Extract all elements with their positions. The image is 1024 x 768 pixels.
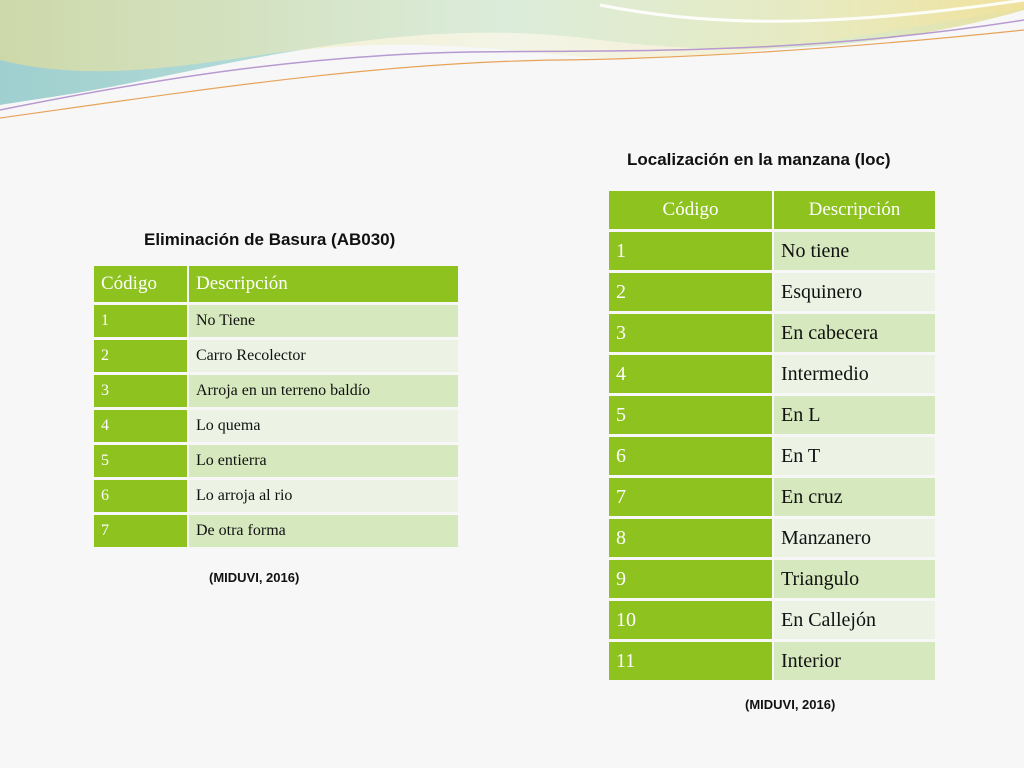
row-code: 2 bbox=[94, 340, 187, 372]
table-header-row bbox=[609, 191, 935, 229]
table-row bbox=[609, 314, 935, 352]
table-row bbox=[609, 355, 935, 393]
row-code: 11 bbox=[609, 642, 772, 680]
row-code: 2 bbox=[609, 273, 772, 311]
row-description: No Tiene bbox=[189, 305, 458, 337]
table-row bbox=[609, 601, 935, 639]
waste-disposal-table bbox=[92, 263, 460, 550]
table-row bbox=[94, 410, 458, 442]
row-code: 4 bbox=[609, 355, 772, 393]
table-header-row bbox=[94, 266, 458, 302]
row-description: Interior bbox=[774, 642, 935, 680]
row-code: 4 bbox=[94, 410, 187, 442]
table-row bbox=[609, 232, 935, 270]
row-description: Lo entierra bbox=[189, 445, 458, 477]
table-row bbox=[94, 515, 458, 547]
row-code: 6 bbox=[609, 437, 772, 475]
row-description: En cruz bbox=[774, 478, 935, 516]
row-description: Carro Recolector bbox=[189, 340, 458, 372]
row-code: 5 bbox=[94, 445, 187, 477]
table-row bbox=[94, 305, 458, 337]
column-header-code: Código bbox=[94, 266, 187, 302]
table-row bbox=[609, 437, 935, 475]
row-description: Intermedio bbox=[774, 355, 935, 393]
row-code: 6 bbox=[94, 480, 187, 512]
row-description: Lo quema bbox=[189, 410, 458, 442]
row-description: En Callejón bbox=[774, 601, 935, 639]
row-description: Lo arroja al rio bbox=[189, 480, 458, 512]
table-row bbox=[609, 642, 935, 680]
row-description: En T bbox=[774, 437, 935, 475]
row-code: 10 bbox=[609, 601, 772, 639]
row-code: 1 bbox=[609, 232, 772, 270]
column-header-code: Código bbox=[609, 191, 772, 229]
block-location-table bbox=[607, 188, 937, 683]
right-table-title: Localización en la manzana (loc) bbox=[627, 150, 891, 169]
table-row bbox=[609, 560, 935, 598]
table-row bbox=[609, 273, 935, 311]
row-description: Manzanero bbox=[774, 519, 935, 557]
table-row bbox=[94, 445, 458, 477]
row-description: En cabecera bbox=[774, 314, 935, 352]
table-row bbox=[609, 396, 935, 434]
table-row bbox=[609, 519, 935, 557]
table-row bbox=[609, 478, 935, 516]
row-code: 7 bbox=[609, 478, 772, 516]
row-description: En L bbox=[774, 396, 935, 434]
left-table-source: (MIDUVI, 2016) bbox=[209, 570, 300, 585]
row-description: Triangulo bbox=[774, 560, 935, 598]
row-description: Arroja en un terreno baldío bbox=[189, 375, 458, 407]
right-table-source: (MIDUVI, 2016) bbox=[745, 697, 836, 712]
row-code: 9 bbox=[609, 560, 772, 598]
row-description: Esquinero bbox=[774, 273, 935, 311]
row-code: 3 bbox=[94, 375, 187, 407]
table-row bbox=[94, 340, 458, 372]
left-table-title: Eliminación de Basura (AB030) bbox=[144, 230, 396, 249]
row-code: 7 bbox=[94, 515, 187, 547]
row-code: 3 bbox=[609, 314, 772, 352]
column-header-description: Descripción bbox=[189, 266, 458, 302]
table-row bbox=[94, 480, 458, 512]
row-code: 8 bbox=[609, 519, 772, 557]
table-row bbox=[94, 375, 458, 407]
row-code: 1 bbox=[94, 305, 187, 337]
row-description: No tiene bbox=[774, 232, 935, 270]
column-header-description: Descripción bbox=[774, 191, 935, 229]
decorative-wave-header bbox=[0, 0, 1024, 130]
row-code: 5 bbox=[609, 396, 772, 434]
row-description: De otra forma bbox=[189, 515, 458, 547]
